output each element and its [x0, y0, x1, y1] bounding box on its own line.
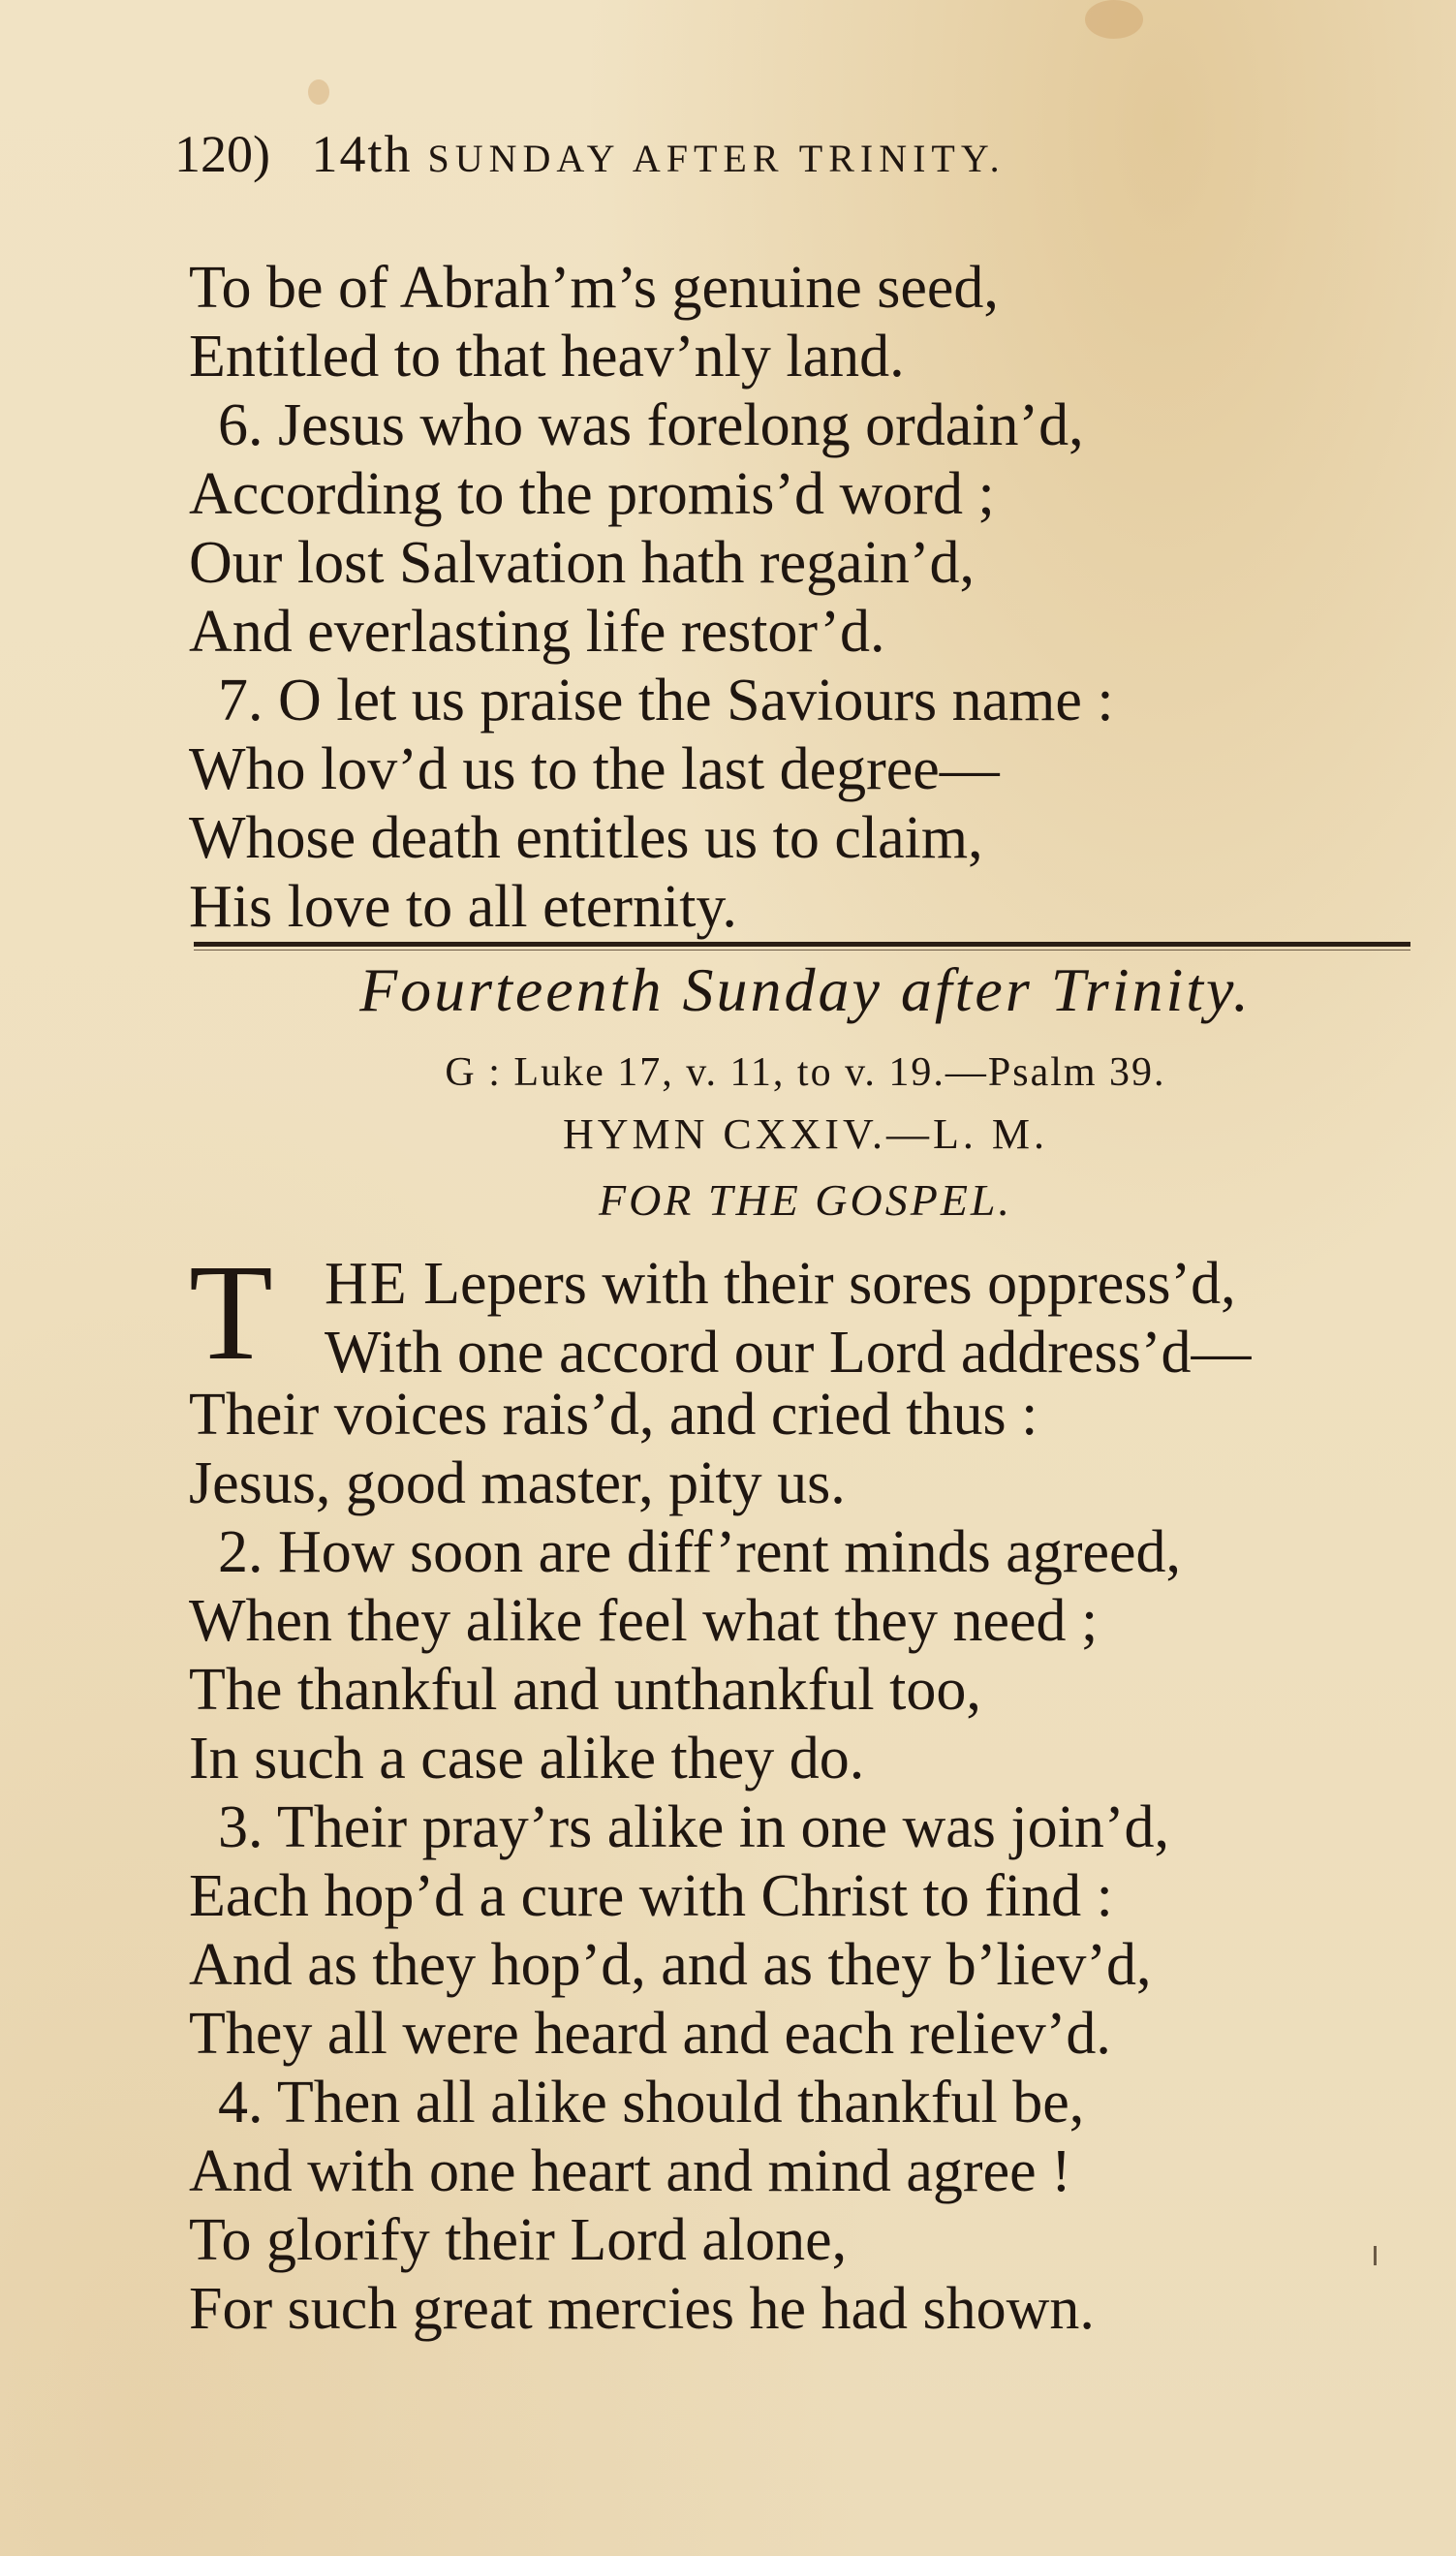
verse-line: When they alike feel what they need ;	[189, 1588, 1099, 1654]
hymn-occasion: FOR THE GOSPEL.	[598, 1175, 1013, 1225]
section-divider-thin	[194, 950, 1410, 951]
drop-cap: T	[189, 1235, 273, 1388]
hymn-opening-lines	[325, 1250, 1251, 1387]
first-word-caps: HE	[325, 1251, 409, 1317]
verse-line: To glorify their Lord alone,	[189, 2207, 848, 2273]
running-head-ordinal: 14th	[311, 125, 413, 183]
verse-line: 7. O let us praise the Saviours name :	[218, 668, 1114, 733]
verse-line: For such great mercies he had shown.	[189, 2276, 1095, 2342]
first-line-rest: Lepers with their sores oppress’d,	[408, 1251, 1236, 1317]
verse-line: His love to all eternity.	[189, 874, 737, 940]
scripture-readings: G : Luke 17, v. 11, to v. 19.—Psalm 39.	[445, 1050, 1166, 1095]
section-title: Fourteenth Sunday after Trinity.	[359, 955, 1252, 1024]
verse-line: And everlasting life restor’d.	[189, 599, 885, 665]
page-number: 120)	[174, 125, 270, 183]
verse-line: They all were heard and each reliev’d.	[189, 2001, 1111, 2067]
verse-line: 4. Then all alike should thankful be,	[218, 2070, 1085, 2135]
verse-block-hymn	[189, 1381, 1181, 2344]
verse-line: In such a case alike they do.	[189, 1726, 865, 1792]
verse-line: Entitled to that heav’nly land.	[189, 324, 905, 390]
verse-line	[325, 1250, 1251, 1319]
verse-line: According to the promis’d word ;	[189, 461, 995, 527]
running-head	[311, 125, 1006, 183]
verse-line: Who lov’d us to the last degree—	[189, 736, 1000, 802]
verse-line: Our lost Salvation hath regain’d,	[189, 530, 975, 596]
verse-line: The thankful and unthankful too,	[189, 1657, 981, 1723]
paper-stain	[308, 79, 329, 105]
verse-block-top	[189, 254, 1114, 942]
verse-line: With one accord our Lord address’d—	[325, 1320, 1252, 1386]
verse-line: And as they hop’d, and as they b’liev’d,	[189, 1932, 1152, 1998]
verse-line: Each hop’d a cure with Christ to find :	[189, 1863, 1113, 1929]
verse-line: Jesus, good master, pity us.	[189, 1450, 846, 1516]
verse-line: And with one heart and mind agree !	[189, 2138, 1071, 2204]
section-divider	[194, 942, 1410, 947]
paper-stain	[1085, 0, 1143, 39]
verse-line: 6. Jesus who was forelong ordain’d,	[218, 392, 1084, 458]
running-head-text: SUNDAY AFTER TRINITY.	[427, 137, 1006, 180]
verse-line: Whose death entitles us to claim,	[189, 805, 983, 871]
verse-line: Their voices rais’d, and cried thus :	[189, 1382, 1038, 1448]
verse-line: 2. How soon are diff’rent minds agreed,	[218, 1519, 1181, 1585]
verse-line: 3. Their pray’rs alike in one was join’d,	[218, 1794, 1169, 1860]
hymn-number: HYMN CXXIV.—L. M.	[562, 1110, 1049, 1158]
ink-mark	[1374, 2246, 1377, 2265]
running-header	[174, 124, 1006, 184]
verse-line: To be of Abrah’m’s genuine seed,	[189, 255, 999, 321]
